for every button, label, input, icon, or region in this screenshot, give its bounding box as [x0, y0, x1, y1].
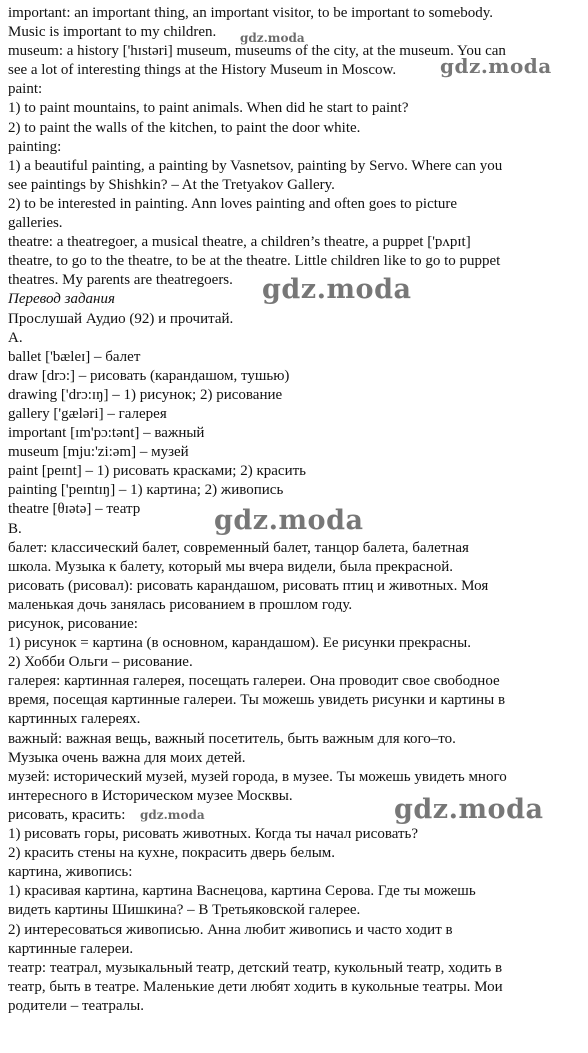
text-line: painting: — [8, 138, 62, 155]
watermark: gdz.moda — [262, 274, 412, 305]
vocab-line: ballet ['bæleɪ] – балет — [8, 348, 141, 365]
text-line: 2) to paint the walls of the kitchen, to paint the door white. — [8, 119, 361, 136]
text-line: картина, живопись: — [8, 864, 133, 881]
text-line: маленькая дочь занялась рисованием в прошлом году. — [8, 596, 353, 613]
text-line: рисовать (рисовал): рисовать карандашом, рисовать птиц и животных. Моя — [8, 577, 489, 594]
vocab-line: painting ['peɪntɪŋ] – 1) картина; 2) живопись — [8, 482, 284, 499]
vocab-line: draw [drɔ:] – рисовать (карандашом, тушью) — [8, 367, 290, 384]
text-line: Музыка очень важна для моих детей. — [8, 749, 246, 766]
vocab-line: gallery ['gæləri] – галерея — [8, 405, 167, 422]
text-line: B. — [8, 520, 22, 537]
text-line: школа. Музыка к балету, который мы вчера видели, была прекрасной. — [8, 558, 454, 575]
text-line: театр: театрал, музыкальный театр, детский театр, кукольный театр, ходить в — [8, 959, 503, 976]
text-line: галерея: картинная галерея, посещать галереи. Она проводит свое свободное — [8, 673, 500, 690]
text-line: картинные галереи. — [8, 940, 134, 957]
text-line: important: an important thing, an important visitor, to be important to somebody. — [8, 5, 494, 21]
text-line: 2) интересоваться живописью. Анна любит живопись и часто ходит в — [8, 921, 453, 938]
text-line: 1) красивая картина, картина Васнецова, картина Серова. Где ты можешь — [8, 883, 476, 900]
text-line: theatres. My parents are theatregoers. — [8, 272, 233, 289]
text-line: A. — [8, 329, 23, 346]
watermark: gdz.moda — [140, 808, 205, 822]
text-line: родители – театралы. — [8, 997, 144, 1014]
text-line: 2) to be interested in painting. Ann loves painting and often goes to picture — [8, 195, 458, 212]
text-line: 1) рисунок = картина (в основном, карандашом). Ее рисунки прекрасны. — [8, 635, 471, 652]
text-line: theatre: a theatregoer, a musical theatre, a children’s theatre, a puppet ['pʌpɪt] — [8, 234, 471, 251]
text-line: theatre, to go to the theatre, to be at the theatre. Little children like to go to puppet — [8, 253, 501, 270]
text-line: Music is important to my children. — [8, 24, 217, 41]
text-line: see paintings by Shishkin? – At the Tretyakov Gallery. — [8, 176, 335, 193]
text-line: картинных галереях. — [8, 711, 141, 728]
text-line: galleries. — [8, 215, 63, 232]
vocab-line: paint [peɪnt] – 1) рисовать красками; 2) красить — [8, 463, 306, 480]
text-line: paint: — [8, 81, 43, 98]
text-line: театр, быть в театре. Маленькие дети любят ходить в кукольные театры. Мои — [8, 978, 503, 995]
vocab-line: important [ɪm'pɔ:tənt] – важный — [8, 425, 205, 442]
watermark: gdz.moda — [440, 54, 552, 78]
text-line: 1) to paint mountains, to paint animals. When did he start to paint? — [8, 100, 409, 117]
text-line: музей: исторический музей, музей города, в музее. Ты можешь увидеть много — [8, 768, 507, 785]
text-line: интересного в Историческом музее Москвы. — [8, 787, 293, 804]
vocab-line: drawing ['drɔ:ɪŋ] – 1) рисунок; 2) рисование — [8, 386, 283, 403]
vocab-line: theatre [θɪətə] – театр — [8, 501, 141, 518]
text-line: Прослушай Аудио (92) и прочитай. — [8, 310, 234, 327]
section-heading: Перевод задания — [8, 291, 115, 308]
text-line: museum: a history ['hɪstəri] museum, museums of the city, at the museum. You can — [8, 43, 506, 60]
watermark: gdz.moda — [394, 794, 544, 825]
text-line: 2) красить стены на кухне, покрасить дверь белым. — [8, 845, 336, 862]
watermark: gdz.moda — [240, 31, 305, 45]
text-line: балет: классический балет, современный балет, танцор балета, балетная — [8, 539, 469, 556]
text-line: важный: важная вещь, важный посетитель, быть важным для кого–то. — [8, 730, 456, 747]
text-line: 2) Хобби Ольги – рисование. — [8, 654, 193, 671]
text-line: 1) a beautiful painting, a painting by Vasnetsov, painting by Servo. Where can you — [8, 157, 503, 174]
text-line: время, посещая картинные галереи. Ты можешь увидеть рисунки и картины в — [8, 692, 506, 709]
text-line: рисунок, рисование: — [8, 616, 138, 632]
vocab-line: museum [mju:'zi:əm] – музей — [8, 444, 189, 461]
text-line: рисовать, красить: — [8, 806, 126, 823]
text-line: 1) рисовать горы, рисовать животных. Когда ты начал рисовать? — [8, 826, 419, 843]
watermark: gdz.moda — [214, 505, 364, 536]
text-line: видеть картины Шишкина? – В Третьяковской галерее. — [8, 902, 361, 919]
text-line: see a lot of interesting things at the History Museum in Moscow. — [8, 62, 397, 79]
